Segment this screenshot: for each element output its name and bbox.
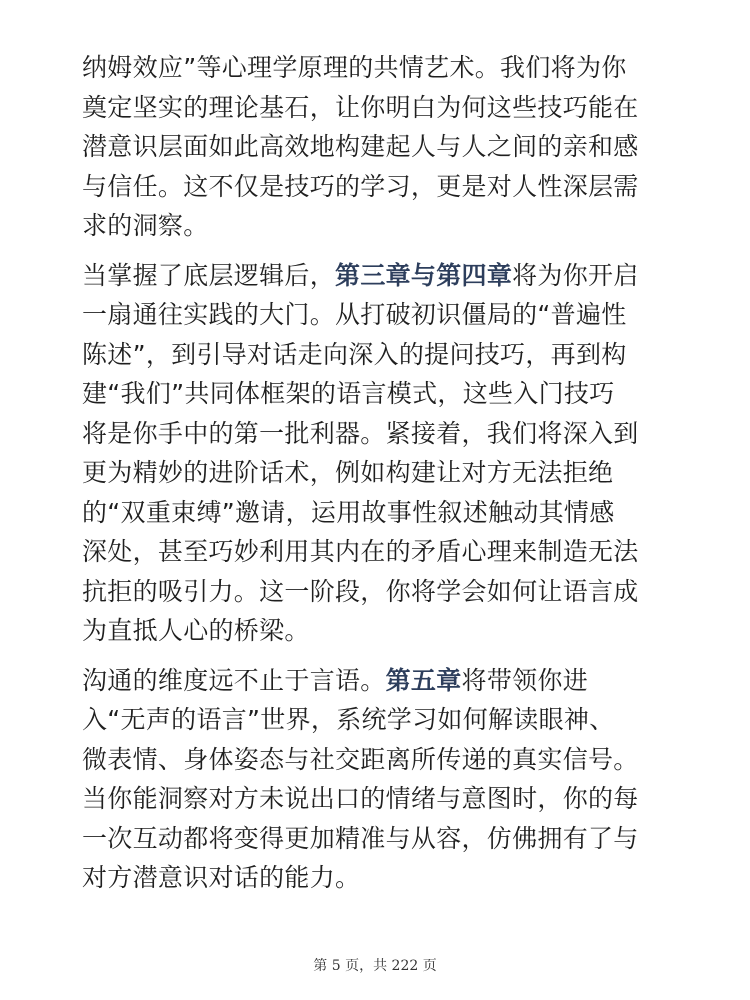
text-line xyxy=(82,374,682,414)
text-line xyxy=(82,532,682,572)
text-segment: 奠定坚实的理论基石，让你明白为何这些技巧能在 xyxy=(82,92,639,122)
text-line xyxy=(82,48,682,88)
text-line xyxy=(82,414,682,454)
text-segment: 更为精妙的进阶话术，例如构建让对方无法拒绝 xyxy=(82,458,614,487)
text-segment: 一扇通往实践的大门。从打破初识僵局的“普遍性 xyxy=(82,300,627,329)
chapter-highlight: 第三章与第四章 xyxy=(335,260,513,290)
text-line xyxy=(82,661,682,701)
text-line xyxy=(82,453,682,493)
text-segment: 沟通的维度远不止于言语。 xyxy=(82,665,386,695)
text-segment: 的“双重束缚”邀请，运用故事性叙述触动其情感 xyxy=(82,497,615,527)
page-footer xyxy=(0,955,750,975)
text-segment: 求的洞察。 xyxy=(82,211,209,240)
text-segment: 微表情、身体姿态与社交距离所传递的真实信号。 xyxy=(82,744,639,774)
text-segment: 与信任。这不仅是技巧的学习，更是对人性深层需 xyxy=(82,171,639,201)
text-segment: 潜意识层面如此高效地构建起人与人之间的亲和感 xyxy=(82,132,639,161)
text-line xyxy=(82,740,682,780)
text-line xyxy=(82,779,682,819)
text-segment: 将是你手中的第一批利器。紧接着，我们将深入到 xyxy=(82,418,639,448)
page-body xyxy=(82,48,682,908)
text-line xyxy=(82,611,682,651)
text-line xyxy=(82,206,682,246)
text-line xyxy=(82,88,682,128)
paragraph xyxy=(82,48,682,246)
text-segment: 深处，甚至巧妙利用其内在的矛盾心理来制造无法 xyxy=(82,537,639,566)
text-segment: 入“无声的语言”世界，系统学习如何解读眼神、 xyxy=(82,705,615,734)
text-line xyxy=(82,858,682,898)
text-line xyxy=(82,700,682,740)
text-segment: 抗拒的吸引力。这一阶段，你将学会如何让语言成 xyxy=(82,576,639,606)
page-number-label: 第 5 页，共 222 页 xyxy=(313,958,437,974)
text-segment: 当掌握了底层逻辑后， xyxy=(82,260,336,290)
text-line xyxy=(82,335,682,375)
paragraph xyxy=(82,661,682,898)
text-segment: 为直抵人心的桥梁。 xyxy=(82,616,310,645)
text-line xyxy=(82,256,682,296)
text-segment: 一次互动都将变得更加精准与从容，仿佛拥有了与 xyxy=(82,823,639,853)
text-segment: 建“我们”共同体框架的语言模式，这些入门技巧 xyxy=(82,379,615,408)
text-line xyxy=(82,572,682,612)
text-line xyxy=(82,493,682,533)
text-segment: 陈述”，到引导对话走向深入的提问技巧，再到构 xyxy=(82,339,627,369)
text-segment: 当你能洞察对方未说出口的情绪与意图时，你的每 xyxy=(82,784,639,813)
text-line xyxy=(82,819,682,859)
text-line xyxy=(82,295,682,335)
chapter-highlight: 第五章 xyxy=(385,665,462,695)
text-line xyxy=(82,167,682,207)
text-segment: 对方潜意识对话的能力。 xyxy=(82,863,361,892)
text-segment: 纳姆效应”等心理学原理的共情艺术。我们将为你 xyxy=(82,53,627,82)
text-segment: 将带领你进 xyxy=(461,665,589,695)
text-line xyxy=(82,127,682,167)
paragraph xyxy=(82,256,682,651)
text-segment: 将为你开启 xyxy=(512,260,639,290)
